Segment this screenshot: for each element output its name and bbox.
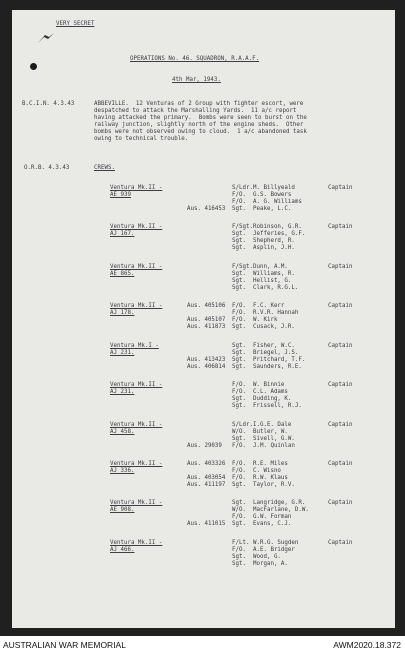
crew-name: Dudding, K. <box>253 396 292 403</box>
crew-member <box>132 278 382 285</box>
crew-name: Saunders, R.E. <box>253 364 302 371</box>
aircraft-line: Ventura Mk.II - <box>110 303 163 309</box>
crew-rank: Sgt. <box>232 364 246 371</box>
summary-line: owing to technical trouble. <box>94 136 189 143</box>
service-number: Aus. 411015 <box>187 521 226 528</box>
crew-rank: S/Ldr. <box>232 422 253 428</box>
service-number: Aus. 29039 <box>187 443 222 450</box>
crew-rank: S/Ldr. <box>232 185 253 191</box>
crew-name: Robinson, G.R. <box>253 224 302 230</box>
crew-entry <box>12 185 395 219</box>
captain-label: Captain <box>328 343 353 349</box>
crew-rank: Sgt. <box>232 500 246 506</box>
summary-ref: B.C.I.N. 4.3.43 <box>22 101 75 107</box>
aircraft-line: AJ 458. <box>110 429 135 436</box>
orders-ref: O.R.B. 4.3.43 <box>24 165 70 171</box>
crew-member <box>132 192 382 199</box>
crew-name: R.V.R. Hannah <box>253 310 299 317</box>
crew-name: G.S. Bowers <box>253 192 292 199</box>
crew-rank: F/O. <box>232 443 246 450</box>
crew-name: Pritchard, T.F. <box>253 357 306 364</box>
crew-rank: F/O. <box>232 514 246 521</box>
summary-line: having attacked the primary. Bombs were seen to burst on the <box>94 115 307 122</box>
crew-name: Williams, R. <box>253 271 295 278</box>
captain-label: Captain <box>328 461 353 467</box>
crew-name: W. Kirk <box>253 317 278 324</box>
crew-member <box>132 271 382 278</box>
summary-line: ABBEVILLE. 12 Venturas of 2 Group with fighter escort, were <box>94 101 304 107</box>
captain-label: Captain <box>328 540 353 546</box>
crew-name: F.C. Kerr <box>253 303 285 309</box>
crew-name: W.R.G. Sugden <box>253 540 299 546</box>
crew-name: Fisher, W.C. <box>253 343 295 349</box>
captain-label: Captain <box>328 185 353 191</box>
aircraft-line: AE 865. <box>110 271 135 278</box>
aircraft-line: AJ 231. <box>110 350 135 357</box>
aircraft-line: Ventura Mk.II - <box>110 540 163 546</box>
crew-entry <box>12 382 395 416</box>
crew-rank: Sgt. <box>232 521 246 528</box>
summary-line: railway junction, slightly north of the engine sheds. Other <box>94 122 304 129</box>
crew-rank: Sgt. <box>232 554 246 561</box>
crew-member <box>132 443 382 450</box>
captain-label: Captain <box>328 500 353 506</box>
crew-entry <box>12 303 395 337</box>
crew-member <box>132 514 382 521</box>
captain-label: Captain <box>328 303 353 309</box>
crew-name: G.W. Forman <box>253 514 292 521</box>
crew-rank: F/O. <box>232 310 246 317</box>
ink-mark-icon <box>36 30 56 49</box>
service-number: Aus. 403054 <box>187 475 226 482</box>
aircraft-line: Ventura Mk.I - <box>110 343 159 349</box>
crew-rank: Sgt. <box>232 285 246 292</box>
crew-rank: F/O. <box>232 317 246 324</box>
footer <box>0 636 405 653</box>
crew-rank: Sgt. <box>232 396 246 403</box>
crew-name: Butler, W. <box>253 429 288 436</box>
crew-name: C.L. Adams <box>253 389 288 396</box>
crew-name: I.G.E. Dale <box>253 422 292 428</box>
captain-label: Captain <box>328 264 353 270</box>
crew-member <box>132 206 382 213</box>
aircraft-line: AJ 178. <box>110 310 135 317</box>
aircraft-line: AJ 466. <box>110 547 135 554</box>
crew-rank: F/O. <box>232 199 246 206</box>
crew-rank: Sgt. <box>232 271 246 278</box>
crew-rank: F/O. <box>232 461 246 467</box>
crew-rank: Sgt. <box>232 436 246 443</box>
crew-rank: F/O. <box>232 547 246 554</box>
crew-rank: Sgt. <box>232 561 246 568</box>
aircraft-line: Ventura Mk.II - <box>110 422 163 428</box>
service-number: Aus. 405107 <box>187 317 226 324</box>
crew-name: W. Binnie <box>253 382 285 388</box>
crew-member <box>132 554 382 561</box>
crew-name: Cusack, J.R. <box>253 324 295 331</box>
service-number: Aus. 406814 <box>187 364 226 371</box>
aircraft-line: AE 908. <box>110 507 135 514</box>
crew-rank: Sgt. <box>232 324 246 331</box>
crew-entry <box>12 422 395 456</box>
crew-rank: F/O. <box>232 382 246 388</box>
crew-member <box>132 199 382 206</box>
crew-rank: F/Lt. <box>232 540 250 546</box>
summary-line: despatched to attack the Marshalling Yards. 11 a/c report <box>94 108 297 115</box>
crew-name: Frissell, R.J. <box>253 403 302 410</box>
crew-name: Evans, C.J. <box>253 521 292 528</box>
crew-entry <box>12 540 395 574</box>
crew-member <box>132 396 382 403</box>
crew-name: Asplin, J.H. <box>253 245 295 252</box>
crew-name: Langridge, G.R. <box>253 500 306 506</box>
crew-name: M. Billyeald <box>253 185 295 191</box>
crew-rank: Sgt. <box>232 403 246 410</box>
crew-member <box>132 389 382 396</box>
crews-heading: CREWS. <box>94 165 115 171</box>
crew-entry <box>12 461 395 495</box>
crew-member <box>132 403 382 410</box>
aircraft-line: AJ 336. <box>110 468 135 475</box>
service-number: Aus. 403326 <box>187 461 226 467</box>
crew-member <box>132 521 382 528</box>
service-number: Aus. 416453 <box>187 206 226 213</box>
service-number: Aus. 411197 <box>187 482 226 489</box>
crew-rank: W/O. <box>232 429 246 436</box>
crew-member <box>132 285 382 292</box>
captain-label: Captain <box>328 422 353 428</box>
crew-rank: Sgt. <box>232 245 246 252</box>
crew-member <box>132 317 382 324</box>
crew-rank: Sgt. <box>232 278 246 285</box>
crew-rank: Sgt. <box>232 343 246 349</box>
crew-name: Clark, R.G.L. <box>253 285 299 292</box>
summary-line: bombs were not observed owing to cloud. 1 a/c abandoned task <box>94 129 307 136</box>
classification-label: VERY SECRET <box>56 21 95 27</box>
service-number: Aus. 411873 <box>187 324 226 331</box>
crew-member <box>132 561 382 568</box>
crew-name: Wood, G. <box>253 554 281 561</box>
crew-member <box>132 482 382 489</box>
crew-entry <box>12 343 395 377</box>
crew-name: R.E. Miles <box>253 461 288 467</box>
crew-entry <box>12 500 395 534</box>
captain-label: Captain <box>328 224 353 230</box>
crew-member <box>132 475 382 482</box>
crew-name: Peake, L.C. <box>253 206 292 213</box>
aircraft-line: Ventura Mk.II - <box>110 461 163 467</box>
crew-member <box>132 231 382 238</box>
crew-name: Briegel, J.S. <box>253 350 299 357</box>
crew-rank: Sgt. <box>232 482 246 489</box>
crew-name: A.E. Bridger <box>253 547 295 554</box>
crew-rank: F/O. <box>232 303 246 309</box>
crew-member <box>132 436 382 443</box>
crew-rank: Sgt. <box>232 231 246 238</box>
crew-name: Shepherd, R. <box>253 238 295 245</box>
aircraft-line: Ventura Mk.II - <box>110 224 163 230</box>
crew-rank: F/Sgt. <box>232 264 253 270</box>
crew-rank: F/O. <box>232 192 246 199</box>
crew-rank: F/O. <box>232 468 246 475</box>
crew-member <box>132 364 382 371</box>
aircraft-line: Ventura Mk.II - <box>110 382 163 388</box>
crew-member <box>132 245 382 252</box>
crew-member <box>132 468 382 475</box>
captain-label: Captain <box>328 382 353 388</box>
crew-rank: F/O. <box>232 389 246 396</box>
aircraft-line: Ventura Mk.II - <box>110 185 163 191</box>
crew-name: C. Wisno <box>253 468 281 475</box>
crew-entry <box>12 264 395 298</box>
crew-name: MacFarlane, D.W. <box>253 507 309 514</box>
crew-member <box>132 429 382 436</box>
aircraft-line: Ventura Mk.II - <box>110 264 163 270</box>
crew-rank: Sgt. <box>232 357 246 364</box>
crew-name: J.M. Quinlan <box>253 443 295 450</box>
crew-rank: Sgt. <box>232 238 246 245</box>
service-number: Aus. 405106 <box>187 303 226 309</box>
crew-entry <box>12 224 395 258</box>
document-title: OPERATIONS No. 46. SQUADRON, R.A.A.F. <box>130 56 260 62</box>
crew-member <box>132 310 382 317</box>
footer-source: AUSTRALIAN WAR MEMORIAL <box>3 640 126 650</box>
service-number: Aus. 413423 <box>187 357 226 364</box>
punch-hole-icon <box>30 63 37 70</box>
crew-name: Taylor, R.V. <box>253 482 295 489</box>
crew-rank: Sgt. <box>232 206 246 213</box>
aircraft-line: AJ 231. <box>110 389 135 396</box>
document-page <box>12 10 395 628</box>
crew-member <box>132 547 382 554</box>
aircraft-line: Ventura Mk.II - <box>110 500 163 506</box>
crew-name: Sivell, G.W. <box>253 436 295 443</box>
crew-name: Morgan, A. <box>253 561 288 568</box>
crew-rank: Sgt. <box>232 350 246 357</box>
crew-rank: F/Sgt. <box>232 224 253 230</box>
crew-rank: F/O. <box>232 475 246 482</box>
aircraft-line: AJ 167. <box>110 231 135 238</box>
crew-member <box>132 507 382 514</box>
document-date: 4th Mar, 1943. <box>172 77 221 83</box>
crew-name: R.W. Klaus <box>253 475 288 482</box>
crew-rank: W/O. <box>232 507 246 514</box>
crew-name: Jefferies, G.F. <box>253 231 306 238</box>
crew-member <box>132 357 382 364</box>
crew-member <box>132 238 382 245</box>
aircraft-line: AE 939 <box>110 192 131 199</box>
crew-name: Dunn, A.M. <box>253 264 288 270</box>
summary-text <box>94 101 307 144</box>
crew-member <box>132 350 382 357</box>
crew-name: Hellist, G. <box>253 278 292 285</box>
footer-reference: AWM2020.18.372 <box>333 640 401 650</box>
crew-member <box>132 324 382 331</box>
crew-name: A. G. Williams <box>253 199 302 206</box>
